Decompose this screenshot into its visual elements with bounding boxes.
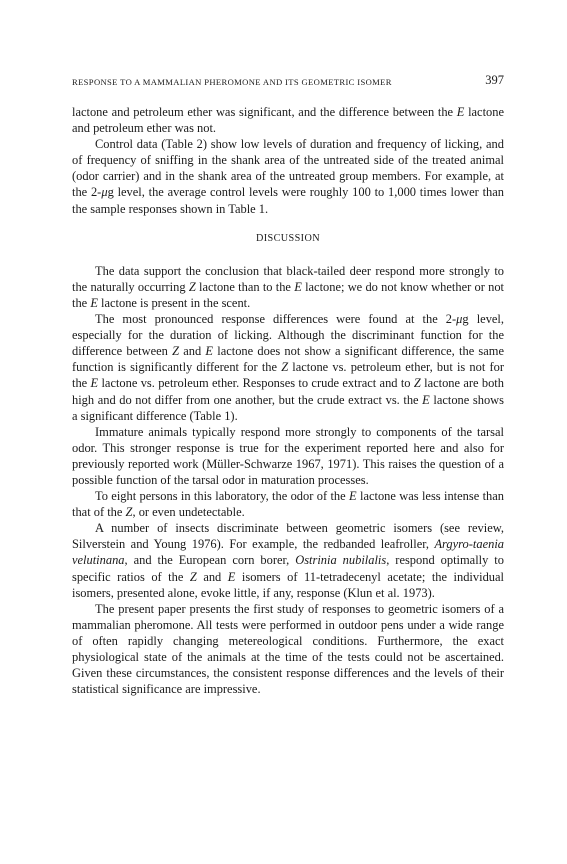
results-paragraph-continued: lactone and petroleum ether was significant, and the difference between the E lactone and petroleum ether was not. [72,105,504,136]
body-text [72,104,504,697]
discussion-paragraph-4: To eight persons in this laboratory, the odor of the E lactone was less intense than that of the Z, or even undetectable. [72,489,504,520]
discussion-paragraph-5: A number of insects discriminate between geometric isomers (see review, Silverstein and Young 1976). For example, the redbanded leafroller, Argyro-taenia velutinana, and the European corn borer, Ostrinia nubilalis, respond optimally to specific ratios of the Z and E isomers of 11-tetradecenyl acetate; the individual isomers, presented alone, evoke little, if any, response (Klun et al. 1973). [72,521,504,600]
discussion-paragraph-2: The most pronounced response differences were found at the 2-μg level, especially for the duration of licking. Although the discriminant function for the difference between Z and E lactone does not show a significant difference, the same function is significantly different for the Z lactone vs. petroleum ether, but is not for the E lactone vs. petroleum ether. Responses to crude extract and to Z lactone are both high and do not differ from one another, but the crude extract vs. the E lactone shows a significant difference (Table 1). [72,312,504,423]
section-heading-discussion: DISCUSSION [255,232,320,244]
page-number: 397 [485,73,504,87]
discussion-paragraph-6: The present paper presents the first study of responses to geometric isomers of a mammalian pheromone. All tests were performed in outdoor pens under a wide range of often rapidly changing metereological conditions. Furthermore, the exact physiological state of the animals at the time of the tests could not be ascertained. Given these circumstances, the consistent response differences and the levels of their statistical significance are impressive. [72,601,504,697]
running-head: RESPONSE TO A MAMMALIAN PHEROMONE AND ITS GEOMETRIC ISOMER [72,77,392,87]
discussion-paragraph-1: The data support the conclusion that black-tailed deer respond more strongly to the naturally occurring Z lactone than to the E lactone; we do not know whether or not the E lactone is present in the scent. [72,263,504,310]
control-data-paragraph: Control data (Table 2) show low levels of duration and frequency of licking, and of frequency of sniffing in the shank area of the untreated side of the treated animal (odor carrier) and in the shank area of the untreated group members. For example, at the 2-μg level, the average control levels were roughly 100 to 1,000 times lower than the sample responses shown in Table 1. [72,137,504,216]
discussion-paragraph-3: Immature animals typically respond more strongly to components of the tarsal odor. This stronger response is true for the experiment reported here and also for previously reported work (Müller-Schwarze 1967, 1971). This raises the question of a possible function of the tarsal odor in maturation processes. [72,424,504,487]
